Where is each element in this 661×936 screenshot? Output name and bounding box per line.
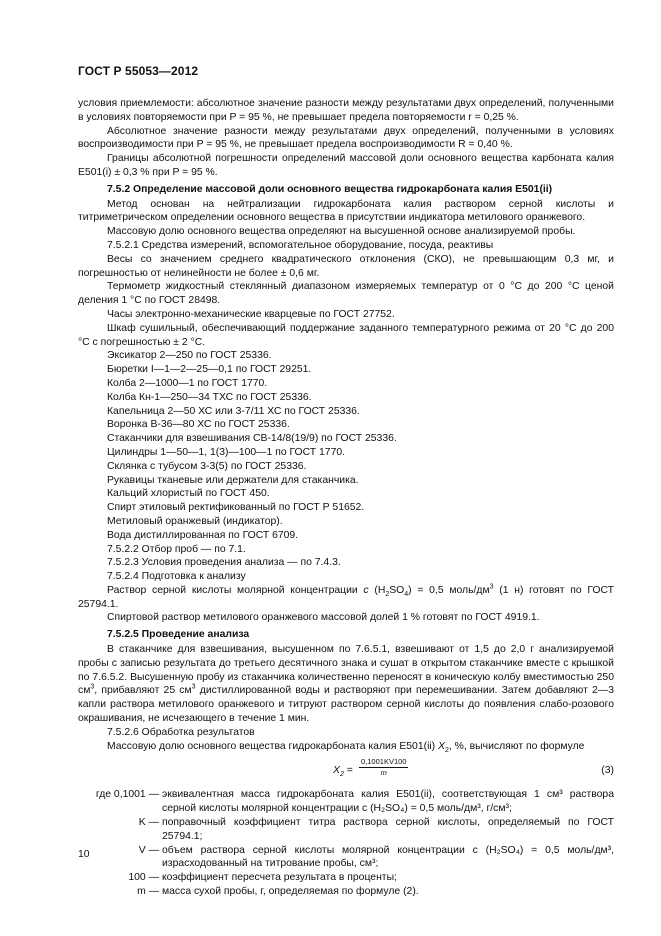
paragraph: Спиртовой раствор метилового оранжевого массовой долей 1 % готовят по ГОСТ 4919.1. bbox=[107, 612, 540, 624]
text-run: Раствор серной кислоты молярной концентрации bbox=[107, 584, 364, 596]
paragraph: Шкаф сушильный, обеспечивающий поддержание заданного температурного режима от 20 °С до 200 °С с погрешностью ± 2 °С. bbox=[78, 322, 614, 348]
paragraph: Часы электронно-механические кварцевые по ГОСТ 27752. bbox=[107, 308, 395, 320]
document-header: ГОСТ Р 55053—2012 bbox=[78, 64, 199, 78]
superscript: 3 bbox=[191, 684, 196, 691]
definition-desc: объем раствора серной кислоты молярной концентрации c (H₂SO₄) = 0,5 моль/дм³, израсходованный на титрование пробы, см³; bbox=[162, 844, 614, 870]
definition-item bbox=[78, 788, 614, 816]
list-item: Эксикатор 2—250 по ГОСТ 25336. bbox=[107, 350, 272, 362]
document-body bbox=[78, 97, 614, 899]
definition-desc: масса сухой пробы, г, определяемая по формуле (2). bbox=[162, 886, 419, 898]
text-run: c bbox=[363, 584, 369, 596]
text-run: , прибавляют 25 см bbox=[94, 685, 192, 697]
superscript: 3 bbox=[90, 684, 95, 691]
formula-equals: = bbox=[343, 765, 353, 777]
formula-lhs bbox=[333, 764, 353, 778]
formula-variable: X bbox=[333, 765, 340, 777]
list-item: Метиловый оранжевый (индикатор). bbox=[107, 515, 283, 527]
list-item: Рукавицы тканевые или держатели для стаканчика. bbox=[107, 474, 359, 486]
definition-item bbox=[78, 871, 614, 885]
paragraph: Абсолютное значение разности между результатами двух определений, полученными в условиях воспроизводимости при P = 95 %, не превышает предела воспроизводимости R = 0,40 %. bbox=[78, 125, 614, 151]
subscript: 4 bbox=[404, 590, 409, 598]
definition-item bbox=[78, 844, 614, 872]
list-item: 7.5.2.4 Подготовка к анализу bbox=[107, 571, 246, 583]
list-item: Кальций хлористый по ГОСТ 450. bbox=[107, 488, 270, 500]
paragraph: Границы абсолютной погрешности определений массовой доли основного вещества карбоната калия E501(i) ± 0,3 % при P = 95 %. bbox=[78, 153, 614, 178]
list-item: Капельница 2—50 ХС или 3-7/11 ХС по ГОСТ 25336. bbox=[107, 405, 360, 417]
section-heading: 7.5.2.5 Проведение анализа bbox=[107, 629, 250, 641]
text-run: дистиллированной воды и растворяют при перемешивании. Затем добавляют 2—3 капли раствора метилового оранжевого и титруют раствором серной кислоты до появления слабо-розового окрашивания, не исчезающего в течение 1 мин. bbox=[78, 685, 614, 725]
paragraph: Массовую долю основного вещества определяют на высушенной основе анализируемой пробы. bbox=[107, 226, 576, 238]
definition-item bbox=[78, 816, 614, 844]
list-item: Колба Кн-1—250—34 ТХС по ГОСТ 25336. bbox=[107, 391, 312, 403]
paragraph: Метод основан на нейтрализации гидрокарбоната калия раствором серной кислоты и титриметрическом определении основного вещества в присутствии индикатора метилового оранжевого. bbox=[78, 198, 614, 224]
text-run: Массовую долю основного вещества гидрокарбоната калия E501(ii) bbox=[107, 740, 439, 752]
list-item: Стаканчики для взвешивания СВ-14/8(19/9) по ГОСТ 25336. bbox=[107, 433, 397, 445]
text-run: X bbox=[438, 740, 445, 752]
list-item: Спирт этиловый ректификованный по ГОСТ Р 51652. bbox=[107, 502, 365, 514]
definition-term: где 0,1001 — bbox=[95, 789, 159, 801]
definition-desc: поправочный коэффициент титра раствора серной кислоты, определяемый по ГОСТ 25794.1; bbox=[162, 817, 614, 842]
formula-fraction bbox=[359, 757, 408, 778]
text-run: (H bbox=[368, 584, 386, 596]
list-item: Колба 2—1000—1 по ГОСТ 1770. bbox=[107, 377, 268, 389]
paragraph: условия приемлемости: абсолютное значение разности между результатами двух определений, полученными в условиях повторяемости при P = 95 %, не превышает предела повторяемости r = 0,25 %. bbox=[78, 98, 614, 123]
definition-term: V — bbox=[138, 844, 159, 856]
list-item: 7.5.2.3 Условия проведения анализа — по 7.4.3. bbox=[107, 557, 341, 569]
formula-definitions bbox=[78, 788, 614, 898]
paragraph bbox=[78, 740, 614, 754]
paragraph: Весы со значением среднего квадратического отклонения (СКО), не превышающим 0,3 мг, и погрешностью от нелинейности не более ± 0,6 мг. bbox=[78, 253, 614, 279]
paragraph: 7.5.2.6 Обработка результатов bbox=[107, 726, 255, 738]
formula-denominator: m bbox=[380, 768, 387, 778]
definition-item bbox=[78, 885, 614, 899]
definition-term: K — bbox=[138, 817, 159, 829]
paragraph bbox=[78, 584, 614, 612]
list-item: Воронка В-36—80 ХС по ГОСТ 25336. bbox=[107, 419, 290, 431]
subscript: 2 bbox=[444, 746, 449, 754]
section-heading: 7.5.2 Определение массовой доли основного вещества гидрокарбоната калия E501(ii) bbox=[107, 183, 553, 195]
formula-numerator: 0,1001KV100 bbox=[361, 757, 407, 767]
text-run: SO bbox=[389, 584, 405, 596]
list-item: Цилиндры 1—50—1, 1(3)—100—1 по ГОСТ 1770. bbox=[107, 446, 346, 458]
definition-term: m — bbox=[137, 886, 159, 898]
text-run: В стаканчике для взвешивания, высушенном по 7.6.5.1, взвешивают от 1,5 до 2,0 г анализируемой пробы с записью результата до третьего десятичного знака и сушат в открытом стаканчике вместе с крышкой по 7.6.5.2. Высушенную пробу из стаканчика количественно переносят в коническую колбу вместимостью 250 см bbox=[78, 644, 614, 697]
paragraph: Термометр жидкостный стеклянный диапазоном измеряемых температур от 0 °С до 200 °С ценой деления 1 °С по ГОСТ 28498. bbox=[78, 281, 614, 307]
superscript: 3 bbox=[489, 583, 494, 591]
text-run: (1 н) готовят по ГОСТ 25794.1. bbox=[78, 584, 614, 610]
definition-desc: коэффициент пересчета результата в проценты; bbox=[162, 872, 397, 884]
paragraph bbox=[78, 643, 614, 726]
page-number: 10 bbox=[78, 849, 90, 860]
definition-term: 100 — bbox=[128, 872, 159, 884]
subscript: 2 bbox=[339, 771, 344, 779]
paragraph: 7.5.2.1 Средства измерений, вспомогательное оборудование, посуда, реактивы bbox=[107, 239, 494, 251]
list-item: Бюретки I—1—2—25—0,1 по ГОСТ 29251. bbox=[107, 364, 312, 376]
definition-desc: эквивалентная масса гидрокарбоната калия E501(ii), соответствующая 1 см³ раствора серной кислоты молярной концентрации c (H₂SO₄) = 0,5 моль/дм³, г/см³; bbox=[162, 789, 614, 815]
list-item: Склянка с тубусом 3-3(5) по ГОСТ 25336. bbox=[107, 460, 307, 472]
text-run: , %, вычисляют по формуле bbox=[448, 740, 585, 752]
list-item: Вода дистиллированная по ГОСТ 6709. bbox=[107, 529, 299, 541]
text-run: ) = 0,5 моль/дм bbox=[408, 584, 490, 596]
formula bbox=[78, 756, 614, 786]
subscript: 2 bbox=[385, 590, 390, 598]
list-item: 7.5.2.2 Отбор проб — по 7.1. bbox=[107, 543, 246, 555]
formula-number: (3) bbox=[601, 765, 614, 777]
